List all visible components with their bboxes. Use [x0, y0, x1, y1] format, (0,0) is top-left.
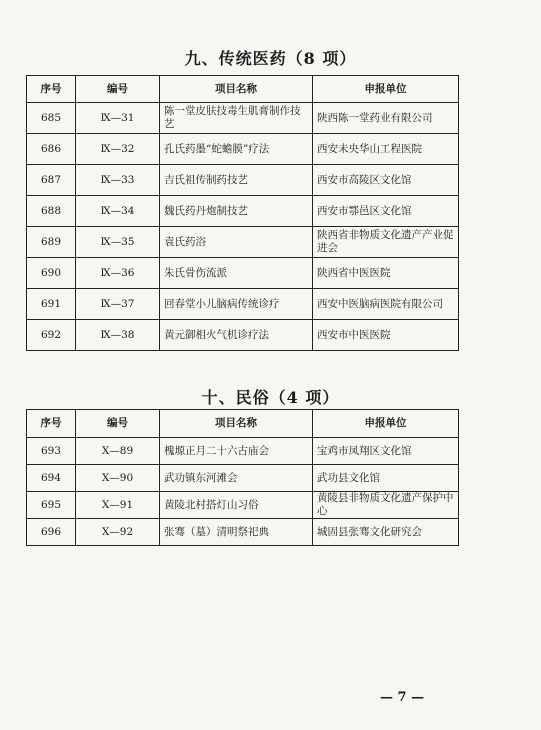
cell-project-name: 朱氏骨伤流派: [160, 258, 313, 289]
table-row: [27, 492, 459, 519]
cell-applicant-unit: 陕西省中医医院: [313, 258, 459, 289]
cell-applicant-unit: 陕西陈一堂药业有限公司: [313, 103, 459, 134]
table-row: [27, 289, 459, 320]
cell-applicant-unit: 武功县文化馆: [313, 465, 459, 492]
table-row: [27, 165, 459, 196]
cell-seq: 687: [27, 165, 76, 196]
table-row: [27, 196, 459, 227]
cell-code: Ⅸ—38: [76, 320, 160, 351]
cell-code: Ⅸ—34: [76, 196, 160, 227]
cell-applicant-unit: 西安未央华山工程医院: [313, 134, 459, 165]
cell-project-name: 张骞（墓）清明祭祀典: [160, 519, 313, 546]
header-seq: 序号: [27, 410, 76, 438]
header-seq: 序号: [27, 76, 76, 103]
table-row: [27, 227, 459, 258]
page-number: — 7 —: [380, 690, 425, 705]
table-row: [27, 519, 459, 546]
cell-project-name: 黄元御相火气机诊疗法: [160, 320, 313, 351]
section-title-folk-customs: 十、民俗（4 项）: [201, 388, 340, 407]
cell-seq: 685: [27, 103, 76, 134]
table-row: [27, 465, 459, 492]
table-row: [27, 134, 459, 165]
folk-customs-table: [26, 409, 459, 546]
cell-code: Ⅹ—92: [76, 519, 160, 546]
cell-applicant-unit: 陕西省非物质文化遗产产业促进会: [313, 227, 459, 258]
cell-seq: 693: [27, 438, 76, 465]
cell-project-name: 孔氏药墨“蛇蟾膜”疗法: [160, 134, 313, 165]
header-applicant-unit: 申报单位: [313, 76, 459, 103]
cell-code: Ⅸ—31: [76, 103, 160, 134]
cell-seq: 686: [27, 134, 76, 165]
cell-project-name: 槐塬正月二十六古庙会: [160, 438, 313, 465]
cell-applicant-unit: 城固县张骞文化研究会: [313, 519, 459, 546]
cell-project-name: 武功镇东河滩会: [160, 465, 313, 492]
cell-code: Ⅹ—89: [76, 438, 160, 465]
cell-project-name: 回春堂小儿脑病传统诊疗: [160, 289, 313, 320]
cell-seq: 692: [27, 320, 76, 351]
cell-seq: 688: [27, 196, 76, 227]
section-title-traditional-medicine: 九、传统医药（8 项）: [184, 49, 357, 68]
cell-project-name: 吉氏祖传制药技艺: [160, 165, 313, 196]
cell-seq: 695: [27, 492, 76, 519]
cell-code: Ⅸ—32: [76, 134, 160, 165]
cell-project-name: 魏氏药丹炮制技艺: [160, 196, 313, 227]
header-project-name: 项目名称: [160, 410, 313, 438]
cell-code: Ⅸ—37: [76, 289, 160, 320]
header-applicant-unit: 申报单位: [313, 410, 459, 438]
cell-seq: 694: [27, 465, 76, 492]
cell-seq: 689: [27, 227, 76, 258]
table-row: [27, 258, 459, 289]
cell-project-name: 袁氏药浴: [160, 227, 313, 258]
header-code: 编号: [76, 76, 160, 103]
cell-applicant-unit: 宝鸡市凤翔区文化馆: [313, 438, 459, 465]
header-code: 编号: [76, 410, 160, 438]
cell-code: Ⅸ—35: [76, 227, 160, 258]
table-row: [27, 103, 459, 134]
cell-code: Ⅸ—36: [76, 258, 160, 289]
cell-applicant-unit: 黄陵县非物质文化遗产保护中心: [313, 492, 459, 519]
cell-applicant-unit: 西安市中医医院: [313, 320, 459, 351]
traditional-medicine-table: [26, 75, 459, 351]
cell-applicant-unit: 西安市高陵区文化馆: [313, 165, 459, 196]
table-row: [27, 320, 459, 351]
cell-code: Ⅹ—91: [76, 492, 160, 519]
cell-project-name: 黄陵北村搭灯山习俗: [160, 492, 313, 519]
cell-code: Ⅹ—90: [76, 465, 160, 492]
table-row: [27, 438, 459, 465]
cell-code: Ⅸ—33: [76, 165, 160, 196]
cell-applicant-unit: 西安市鄠邑区文化馆: [313, 196, 459, 227]
table-header-row: [27, 410, 459, 438]
cell-project-name: 陈一堂皮肤技毒生肌膏制作技艺: [160, 103, 313, 134]
header-project-name: 项目名称: [160, 76, 313, 103]
cell-seq: 691: [27, 289, 76, 320]
cell-seq: 696: [27, 519, 76, 546]
cell-applicant-unit: 西安中医脑病医院有限公司: [313, 289, 459, 320]
table-header-row: [27, 76, 459, 103]
cell-seq: 690: [27, 258, 76, 289]
